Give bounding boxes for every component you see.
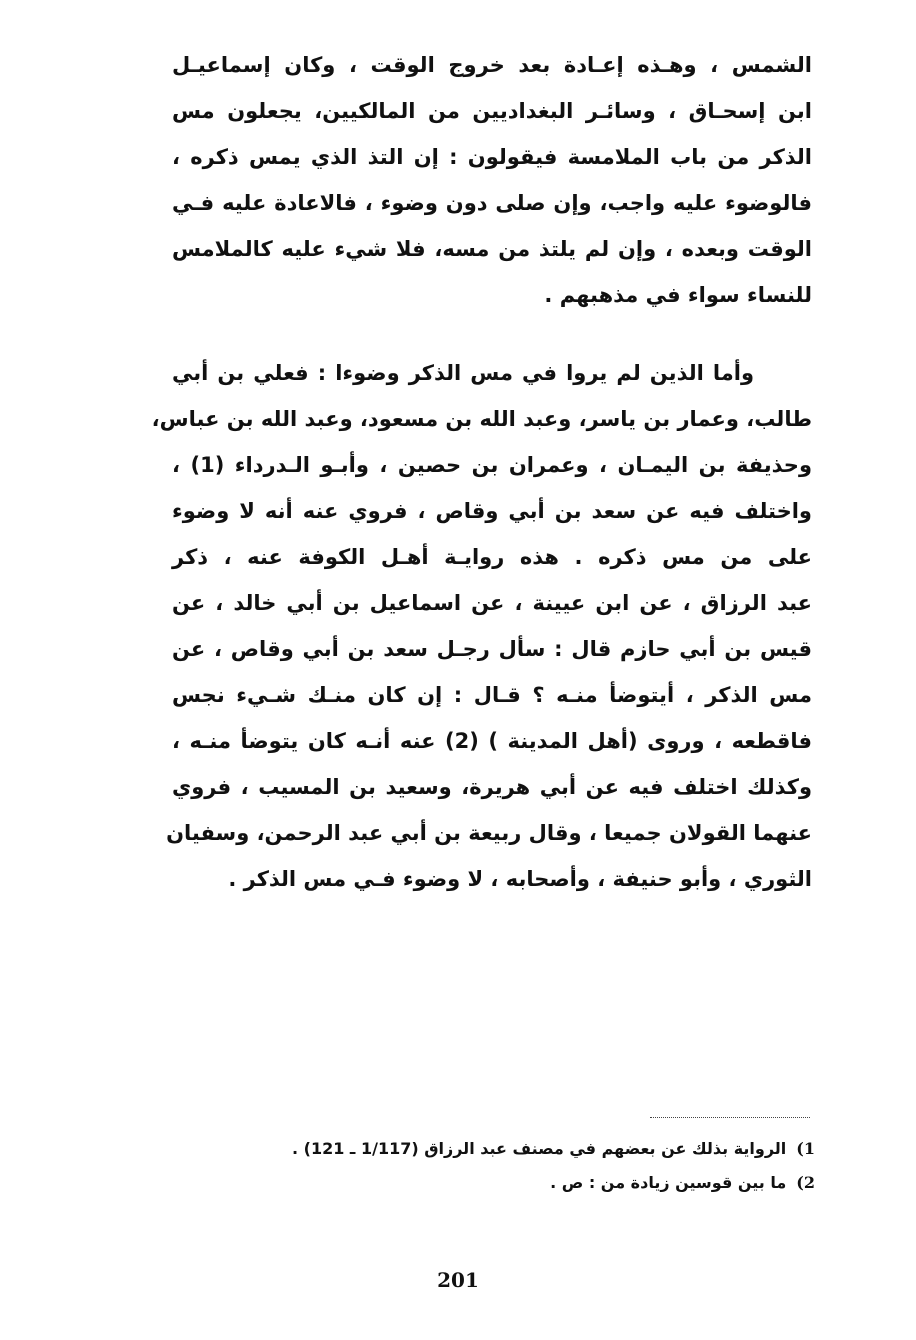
footnote-1 bbox=[170, 1132, 815, 1166]
text-line: ابن إسحـاق ، وسائـر البغداديين من المالكيين، يجعلون مس bbox=[172, 99, 812, 123]
text-line: قيس بن أبي حازم قال : سأل رجـل سعد بن أبي وقاص ، عن bbox=[172, 637, 812, 661]
text-line: وحذيفة بن اليمـان ، وعمران بن حصين ، وأبـو الـدرداء (1) ، bbox=[172, 453, 812, 477]
text-line: على من مس ذكره . هذه روايـة أهـل الكوفة عنه ، ذكر bbox=[172, 545, 812, 569]
text-line: الثوري ، وأبو حنيفة ، وأصحابه ، لا وضوء فـي مس الذكر . bbox=[228, 867, 812, 891]
footnote-text: الرواية بذلك عن بعضهم في مصنف عبد الرزاق (1/117 ـ 121) . bbox=[291, 1139, 787, 1158]
paragraph-1 bbox=[172, 42, 812, 318]
text-line: الشمس ، وهـذه إعـادة بعد خروج الوقت ، وكان إسماعيـل bbox=[172, 53, 812, 77]
footnotes bbox=[170, 1132, 815, 1200]
text-line: عنهما القولان جميعا ، وقال ربيعة بن أبي عبد الرحمن، وسفيان bbox=[166, 821, 812, 845]
text-line: طالب، وعمار بن ياسر، وعبد الله بن مسعود، وعبد الله بن عباس، bbox=[151, 407, 812, 431]
text-line: الذكر من باب الملامسة فيقولون : إن التذ الذي يمس ذكره ، bbox=[172, 145, 812, 169]
text-line: فالوضوء عليه واجب، وإن صلى دون وضوء ، فالاعادة عليه فـي bbox=[172, 191, 812, 215]
paragraph-2 bbox=[151, 350, 812, 902]
text-line: مس الذكر ، أيتوضأ منـه ؟ قـال : إن كان منـك شـيء نجس bbox=[172, 683, 812, 707]
text-line: فاقطعه ، وروى (أهل المدينة ) (2) عنه أنـه كان يتوضأ منـه ، bbox=[172, 729, 812, 753]
footnote-separator bbox=[650, 1117, 810, 1118]
text-line: للنساء سواء في مذهبهم . bbox=[544, 283, 812, 307]
text-line: الوقت وبعده ، وإن لم يلتذ من مسه، فلا شيء عليه كالملامس bbox=[172, 237, 812, 261]
footnote-2 bbox=[170, 1166, 815, 1200]
footnote-text: ما بين قوسين زيادة من : ص . bbox=[550, 1173, 787, 1192]
text-line: واختلف فيه عن سعد بن أبي وقاص ، فروي عنه أنه لا وضوء bbox=[172, 499, 812, 523]
page-number: 201 bbox=[437, 1268, 479, 1292]
footnote-number: 1) bbox=[796, 1139, 815, 1158]
text-line: عبد الرزاق ، عن ابن عيينة ، عن اسماعيل بن أبي خالد ، عن bbox=[172, 591, 812, 615]
text-line-indented: وأما الذين لم يروا في مس الذكر وضوءا : فعلي بن أبي bbox=[172, 361, 754, 385]
text-line: وكذلك اختلف فيه عن أبي هريرة، وسعيد بن المسيب ، فروي bbox=[172, 775, 812, 799]
footnote-number: 2) bbox=[796, 1173, 815, 1192]
